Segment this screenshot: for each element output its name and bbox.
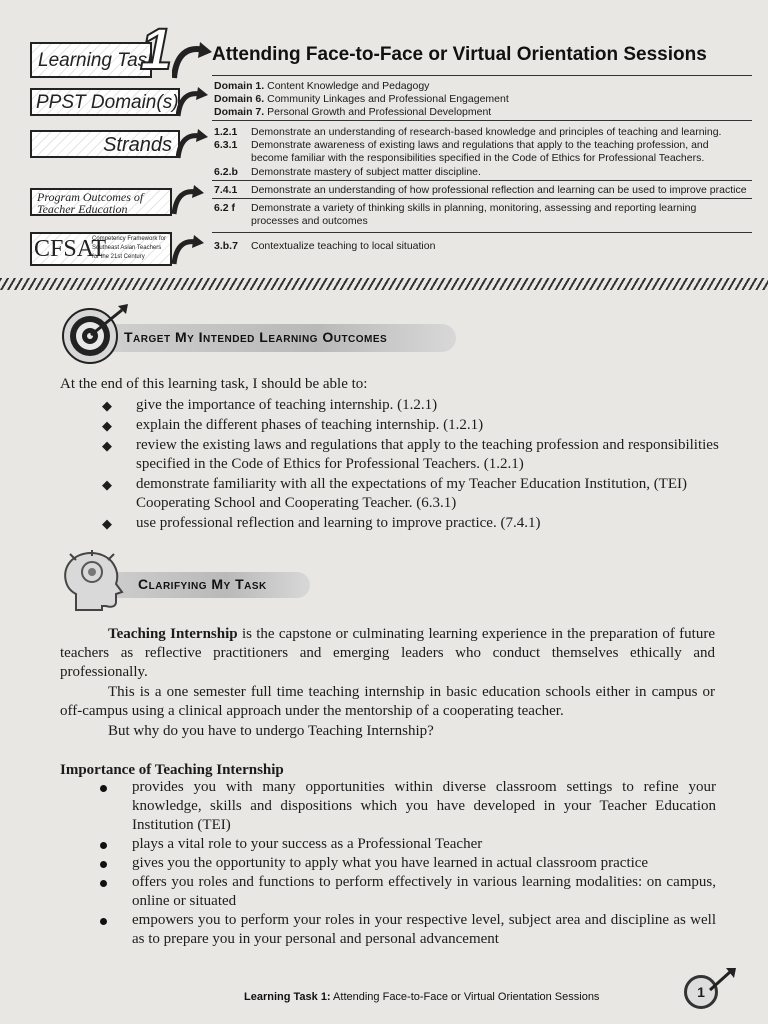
target-icon <box>60 304 130 366</box>
ppst-arrow-icon <box>176 86 208 118</box>
clarify-banner-label: Clarifying My Task <box>138 576 267 592</box>
bullet-icon <box>100 918 107 925</box>
strand-line-1: 1.2.1 Demonstrate an understanding of research-based knowledge and principles of teaching and learning. <box>214 126 722 138</box>
cfsat-tag <box>30 232 172 266</box>
page-arrow-icon <box>708 968 736 992</box>
learning-task-tag <box>30 42 157 78</box>
cfsat-line: 3.b.7 Contextualize teaching to local situation <box>214 240 436 252</box>
internship-definition: Teaching Internship is the capstone or culminating learning experience in the preparation of future teachers as reflective practitioners and emerging leaders who conduct themselves ethically and professionally. <box>60 626 716 680</box>
diamond-bullet-icon: ◆ <box>102 438 112 453</box>
page-number: 1 <box>684 975 718 1009</box>
domains-divider <box>212 120 752 121</box>
program-label-line1: Program Outcomes of <box>37 190 144 204</box>
task-arrow-icon <box>172 40 212 80</box>
outcome-item: ◆ give the importance of teaching internship. (1.2.1) <box>102 397 438 413</box>
program-line-3: processes and outcomes <box>251 215 368 227</box>
outcome-item: ◆ demonstrate familiarity with all the expectations of my Teacher Education Institution, (TEI) Cooperating School and Cooperating Teacher. (6.3.1) <box>102 476 688 511</box>
title-divider <box>212 75 752 76</box>
thinking-head-icon <box>58 548 138 614</box>
importance-item: provides you with many opportunities within diverse classroom settings to refine your knowledge, skills and dispositions which you have developed in your Teacher Education Institution (TEI) <box>100 778 716 835</box>
importance-item: offers you roles and functions to perform effectively in various learning modalities: on campus, online or situated <box>100 873 716 911</box>
bullet-icon <box>100 861 107 868</box>
diamond-bullet-icon: ◆ <box>102 516 112 531</box>
strand-line-2: 6.3.1 Demonstrate awareness of existing laws and regulations that apply to the teaching profession, and <box>214 139 709 151</box>
strands-arrow-icon <box>176 128 208 160</box>
strands-label: Strands <box>103 134 172 156</box>
page-footer: Learning Task 1: Attending Face-to-Face or Virtual Orientation Sessions <box>244 991 600 1003</box>
importance-item: plays a vital role to your success as a Professional Teacher <box>100 835 716 854</box>
diamond-bullet-icon: ◆ <box>102 477 112 492</box>
program-line-1: 7.4.1 Demonstrate an understanding of how professional reflection and learning can be used to improve practice <box>214 184 747 196</box>
cfsat-label: CFSAT <box>34 236 107 262</box>
cfsat-arrow-icon <box>172 234 204 266</box>
domain-line-3: Domain 7. Personal Growth and Professional Development <box>214 106 492 118</box>
outcome-item: ◆ explain the different phases of teaching internship. (1.2.1) <box>102 417 484 433</box>
importance-item: gives you the opportunity to apply what you have learned in actual classroom practice <box>100 854 716 873</box>
bullet-icon <box>100 842 107 849</box>
bullet-icon <box>100 785 107 792</box>
internship-question: But why do you have to undergo Teaching Internship? <box>108 723 434 739</box>
cfsat-small-line2: Southeast Asian Teachers <box>92 245 162 251</box>
strands-divider <box>212 180 752 181</box>
task-number: 1 <box>140 17 173 82</box>
bullet-icon <box>100 880 107 887</box>
domain-line-1: Domain 1. Content Knowledge and Pedagogy <box>214 80 430 92</box>
program-outcomes-tag <box>30 188 172 216</box>
learning-task-label: Learning Task <box>38 50 157 71</box>
strand-line-3: become familiar with the responsibilities specified in the Code of Ethics for Professional Teachers. <box>251 152 705 164</box>
ppst-tag <box>30 88 180 116</box>
importance-item: empowers you to perform your roles in your respective level, subject area and discipline as well as to prepare you in your personal and personal advancement <box>100 911 716 949</box>
header-separator <box>0 278 768 290</box>
page-title: Attending Face-to-Face or Virtual Orientation Sessions <box>212 44 707 65</box>
program-divider-a <box>212 198 752 199</box>
program-arrow-icon <box>172 184 204 216</box>
program-line-2: 6.2 f Demonstrate a variety of thinking skills in planning, monitoring, assessing and reporting learning <box>214 202 697 214</box>
cfsat-small-line3: for the 21st Century <box>92 254 145 260</box>
strand-line-4: 6.2.b Demonstrate mastery of subject matter discipline. <box>214 166 481 178</box>
outcomes-list <box>100 396 740 534</box>
outcomes-banner <box>106 324 456 352</box>
ppst-label: PPST Domain(s) <box>36 92 179 113</box>
outcomes-banner-label: Target My Intended Learning Outcomes <box>124 329 388 345</box>
outcome-item: ◆ use professional reflection and learning to improve practice. (7.4.1) <box>102 515 541 531</box>
program-label-line2: Teacher Education <box>37 202 128 216</box>
diamond-bullet-icon: ◆ <box>102 418 112 433</box>
strands-tag <box>30 130 180 158</box>
internship-description: This is a one semester full time teaching internship in basic education schools either in campus or off-campus using a clinical approach under the mentorship of a cooperating teacher. <box>60 684 715 719</box>
domain-line-2: Domain 6. Community Linkages and Professional Engagement <box>214 93 509 105</box>
importance-list <box>100 778 716 949</box>
diamond-bullet-icon: ◆ <box>102 398 112 413</box>
cfsat-small-line1: Competency Framework for <box>92 236 167 242</box>
outcome-item: ◆ review the existing laws and regulations that apply to the teaching profession and responsibilities specified in the Code of Ethics for Professional Teachers. (1.2.1) <box>102 437 719 472</box>
program-divider-b <box>212 232 752 233</box>
importance-heading: Importance of Teaching Internship <box>60 762 284 778</box>
outcomes-intro: At the end of this learning task, I should be able to: <box>60 376 368 392</box>
